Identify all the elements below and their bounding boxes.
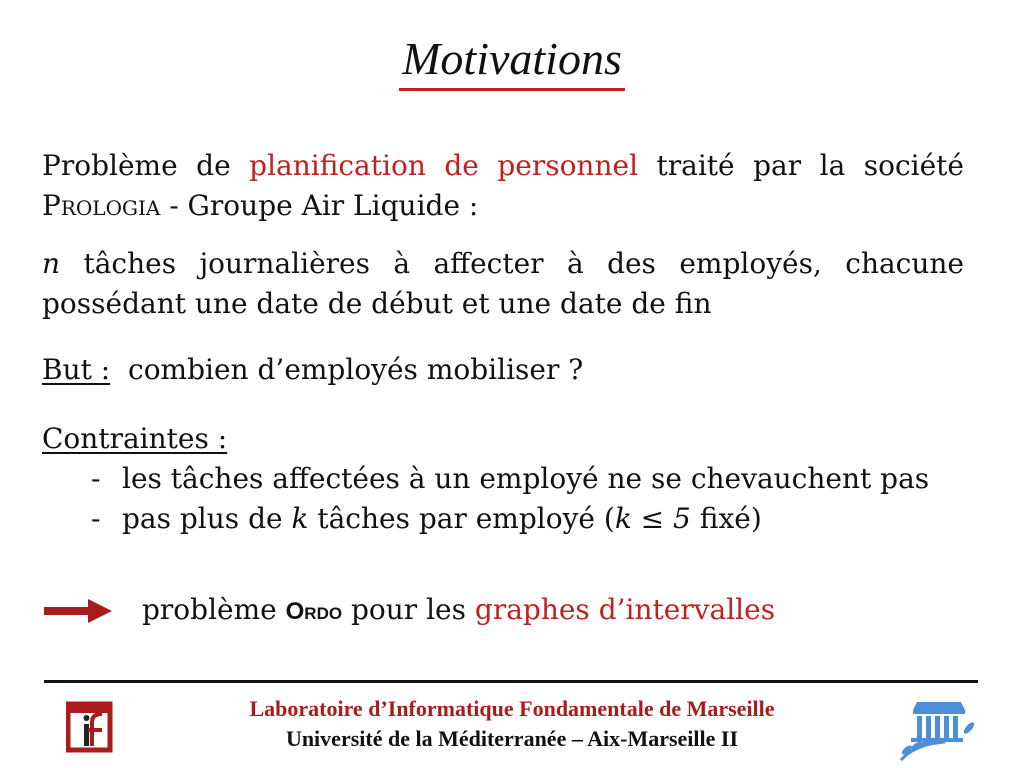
slide-title-wrap: [0, 30, 1024, 91]
constraint-num: 5: [673, 502, 691, 535]
conclusion-keyword: Ordo: [285, 598, 343, 625]
constraint-dash-1: -: [91, 462, 101, 495]
conclusion-highlight: graphes d’intervalles: [474, 593, 776, 626]
tasks-variable: n: [42, 247, 61, 280]
constraints-label: Contraintes :: [42, 422, 228, 455]
context-highlight: planification de personnel: [249, 149, 639, 182]
context-paragraph: [42, 146, 964, 226]
constraint-text-1: les tâches affectées à un employé ne se chevauchent pas: [122, 462, 930, 495]
conclusion-prefix: problème: [142, 593, 286, 626]
goal-label: But :: [42, 353, 111, 386]
constraint-var-k-2: k: [614, 502, 632, 535]
company-name: Prologia: [42, 189, 161, 222]
footer: [0, 694, 1024, 754]
tasks-text: tâches journalières à affecter à des employés, chacune possédant une date de début et une date de fin: [42, 247, 964, 320]
constraints-block: [42, 419, 964, 539]
goal-text: combien d’employés mobiliser ?: [128, 353, 584, 386]
arrow-right-icon: [44, 598, 112, 624]
constraint-item-1: [42, 459, 964, 499]
context-suffix: traité par la société: [638, 149, 965, 182]
tasks-paragraph: [42, 244, 964, 324]
footer-divider: [44, 680, 978, 683]
slide-title: Motivations: [399, 30, 625, 91]
university-logo: [893, 698, 977, 762]
goal-line: [42, 350, 964, 390]
constraint-text-2-middle: tâches par employé (: [308, 502, 615, 535]
context-prefix: Problème de: [42, 149, 250, 182]
constraint-item-2: [42, 499, 964, 539]
context-tail: - Groupe Air Liquide :: [160, 189, 479, 222]
conclusion-text: [142, 588, 775, 634]
constraint-var-k: k: [291, 502, 309, 535]
constraint-text-2-prefix: pas plus de: [122, 502, 292, 535]
footer-university-name: Université de la Méditerranée – Aix-Marseille II: [285, 726, 739, 751]
conclusion-middle: pour les: [342, 593, 475, 626]
constraint-dash-2: -: [91, 502, 101, 535]
conclusion-line: [44, 588, 974, 632]
constraint-op: ≤: [631, 502, 674, 535]
constraint-text-2-suffix: fixé): [690, 502, 762, 535]
footer-lab-name: Laboratoire d’Informatique Fondamentale de Marseille: [249, 696, 775, 721]
